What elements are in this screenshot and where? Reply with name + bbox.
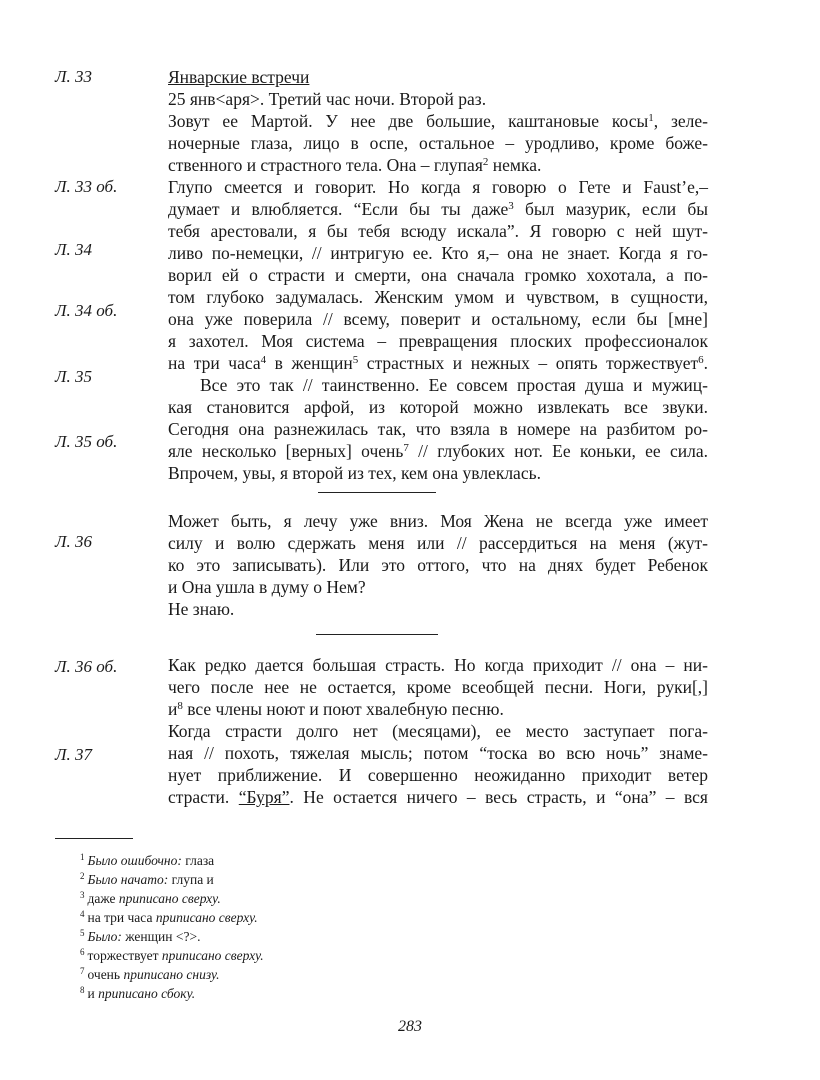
footnote: $^4$ на три часа приписано сверху. bbox=[80, 909, 258, 925]
margin-note: Л. 37 bbox=[55, 745, 93, 764]
section-divider bbox=[318, 492, 436, 493]
text-line: нует приближение. И совершенно неожиданно приходит ветер bbox=[168, 765, 708, 785]
text-line: $и^8$ все члены ноют и поют хвалебную песню. bbox=[168, 699, 504, 719]
text-line: ворил ей о страсти и смерти, она сначала громко хохотала, а по- bbox=[168, 265, 708, 285]
text-line: на три часа$^4$ в женщин$^5$ страстных и нежных – опять торжествует$^6$. bbox=[168, 353, 708, 373]
text-line: Все это так // таинственно. Ее совсем простая душа и мужиц- bbox=[200, 375, 708, 395]
text-line: ночерные глаза, лицо в оспе, остальное – уродливо, кроме боже- bbox=[168, 133, 708, 153]
footnote: $^5$ Было: женщин <?>. bbox=[80, 928, 201, 944]
margin-note: Л. 35 bbox=[55, 367, 93, 386]
section-title: Январские встречи bbox=[168, 67, 310, 87]
text-line: кая становится арфой, из которой можно извлекать все звуки. bbox=[168, 397, 708, 417]
text-line: Когда страсти долго нет (месяцами), ее место заступает пога- bbox=[168, 721, 708, 741]
margin-note: Л. 34 bbox=[55, 240, 93, 259]
page-number: 283 bbox=[398, 1018, 422, 1035]
text-line: Зовут ее Мартой. У нее две большие, каштановые косы$^1$, зеле- bbox=[168, 111, 708, 131]
text-line: Как редко дается большая страсть. Но когда приходит // она – ни- bbox=[168, 655, 708, 675]
footnote: $^3$ даже приписано сверху. bbox=[80, 890, 221, 906]
text-line: ственного и страстного тела. Она – глупая$^2$ немка. bbox=[168, 155, 542, 175]
text-line: Сегодня она разнежилась так, что взяла в номере на разбитом ро- bbox=[168, 419, 708, 439]
text-line: страсти. “Буря”. Не остается ничего – весь страсть, и “она” – вся bbox=[168, 787, 708, 807]
footnote: $^7$ очень приписано снизу. bbox=[80, 966, 220, 982]
text-line: думает и влюбляется. “Если бы ты даже$^3$ был мазурик, если бы bbox=[168, 199, 709, 219]
text-line: том глубоко задумалась. Женским умом и чувством, в сущности, bbox=[168, 287, 708, 307]
footnote: $^2$ Было начато: глупа и bbox=[80, 871, 214, 887]
text-line: Не знаю. bbox=[168, 599, 235, 619]
text-line: Глупо смеется и говорит. Но когда я говорю о Гете и Faust’е,– bbox=[168, 177, 708, 197]
text-line: Впрочем, увы, я второй из тех, кем она увлеклась. bbox=[168, 463, 541, 483]
text-line: чего после нее не остается, кроме всеобщей песни. Ноги, руки[,] bbox=[168, 677, 708, 697]
text-line: силу и волю сдержать меня или // рассердиться на меня (жут- bbox=[168, 533, 708, 553]
section-divider bbox=[316, 634, 438, 635]
text-line: и Она ушла в думу о Нем? bbox=[168, 577, 366, 597]
margin-note: Л. 36 об. bbox=[55, 657, 118, 676]
margin-note: Л. 36 bbox=[55, 532, 93, 551]
text-line: тебя арестовали, я бы тебя всюду искала”. Я говорю с ней шут- bbox=[168, 221, 708, 241]
margin-note: Л. 34 об. bbox=[55, 301, 118, 320]
footnote: $^6$ торжествует приписано сверху. bbox=[80, 947, 264, 963]
margin-note: Л. 33 об. bbox=[55, 177, 118, 196]
text-line: ко это записывать). Или это оттого, что на днях будет Ребенок bbox=[168, 555, 708, 575]
text-line: Может быть, я лечу уже вниз. Моя Жена не всегда уже имеет bbox=[168, 511, 708, 531]
text-line: яле несколько [верных] очень$^7$ // глубоких нот. Ее коньки, ее сила. bbox=[168, 441, 708, 461]
text-line: ная // похоть, тяжелая мысль; потом “тоска во всю ночь” знаме- bbox=[168, 743, 708, 763]
footnote-rule bbox=[55, 838, 133, 839]
footnote: $^1$ Было ошибочно: глаза bbox=[80, 852, 215, 868]
margin-note: Л. 33 bbox=[55, 67, 93, 86]
footnote: $^8$ и приписано сбоку. bbox=[80, 985, 196, 1001]
text-line: ливо по-немецки, // интригую ее. Кто я,– она не знает. Когда я го- bbox=[168, 243, 708, 263]
margin-note: Л. 35 об. bbox=[55, 432, 118, 451]
text-line: я захотел. Моя система – превращения плоских профессионалок bbox=[168, 331, 708, 351]
date-line: 25 янв<аря>. Третий час ночи. Второй раз. bbox=[168, 89, 487, 109]
text-line: она уже поверила // всему, поверит и остальному, если бы [мне] bbox=[168, 309, 708, 329]
